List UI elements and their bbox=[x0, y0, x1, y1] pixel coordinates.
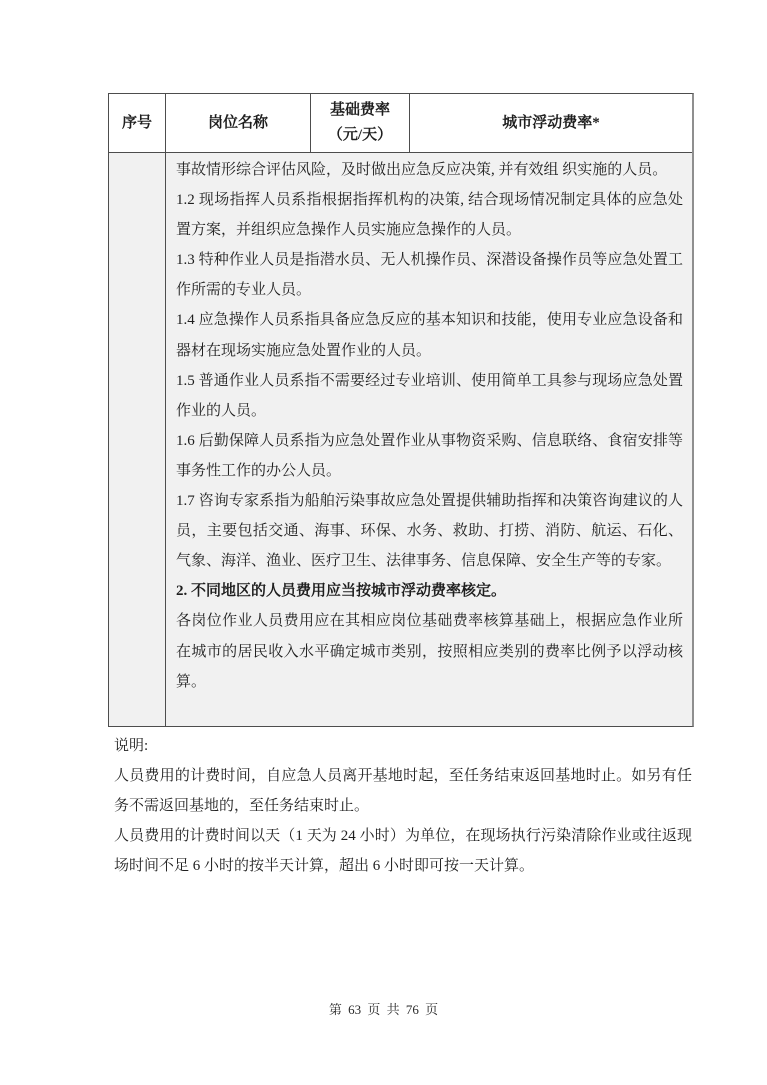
rate-table-header-row bbox=[109, 94, 692, 153]
header-cell-base-rate bbox=[311, 94, 410, 153]
notes-label: 说明: bbox=[114, 738, 149, 754]
header-cell-position-name bbox=[166, 94, 311, 153]
table-paragraph: 1.3 特种作业人员是指潜水员、无人机操作员、深潜设备操作员等应急处置工作所需的专业人员。 bbox=[176, 252, 683, 299]
body-cell-content bbox=[166, 153, 692, 726]
header-cell-position-name-label: 岗位名称 bbox=[207, 114, 268, 131]
table-paragraph: 1.4 应急操作人员系指具备应急反应的基本知识和技能，使用专业应急设备和器材在现场实施应急处置作业的人员。 bbox=[176, 312, 683, 359]
header-cell-serial-label: 序号 bbox=[121, 114, 152, 131]
table-paragraph: 1.2 现场指挥人员系指根据指挥机构的决策, 结合现场情况制定具体的应急处置方案，并组织应急操作人员实施应急操作的人员。 bbox=[176, 192, 683, 239]
table-paragraph: 事故情形综合评估风险，及时做出应急反应决策, 并有效组 织实施的人员。 bbox=[176, 162, 668, 178]
table-paragraph: 1.6 后勤保障人员系指为应急处置作业从事物资采购、信息联络、食宿安排等事务性工作的办公人员。 bbox=[176, 432, 683, 479]
table-paragraph: 各岗位作业人员费用应在其相应岗位基础费率核算基础上，根据应急作业所在城市的居民收入水平确定城市类别，按照相应类别的费率比例予以浮动核算。 bbox=[176, 613, 683, 690]
header-cell-city-rate bbox=[410, 94, 692, 153]
rate-table-body-row bbox=[109, 153, 692, 726]
body-cell-serial-empty bbox=[109, 153, 166, 726]
page-number: 第 63 页 共 76 页 bbox=[328, 1002, 439, 1017]
table-paragraph-bold-heading: 2. 不同地区的人员费用应当按城市浮动费率核定。 bbox=[176, 583, 507, 600]
header-cell-base-rate-line1: 基础费率 bbox=[329, 102, 390, 118]
note-paragraph: 人员费用的计费时间，自应急人员离开基地时起，至任务结束返回基地时止。如另有任务不需返回基地的，至任务结束时止。 bbox=[114, 768, 692, 814]
note-paragraph: 人员费用的计费时间以天（1 天为 24 小时）为单位，在现场执行污染清除作业或往返现场时间不足 6 小时的按半天计算，超出 6 小时即可按一天计算。 bbox=[114, 828, 692, 874]
header-cell-serial bbox=[109, 94, 166, 153]
rate-table bbox=[108, 93, 694, 727]
header-cell-city-rate-label: 城市浮动费率* bbox=[502, 114, 600, 131]
header-cell-base-rate-line2: （元/天） bbox=[327, 127, 393, 143]
table-paragraph: 1.5 普通作业人员系指不需要经过专业培训、使用简单工具参与现场应急处置作业的人员。 bbox=[176, 372, 683, 419]
table-paragraph: 1.7 咨询专家系指为船舶污染事故应急处置提供辅助指挥和决策咨询建议的人员，主要包括交通、海事、环保、水务、救助、打捞、消防、航运、石化、气象、海洋、渔业、医疗卫生、法律事务、信息保障、安全生产等的专家。 bbox=[176, 493, 683, 570]
notes-section bbox=[114, 731, 692, 881]
